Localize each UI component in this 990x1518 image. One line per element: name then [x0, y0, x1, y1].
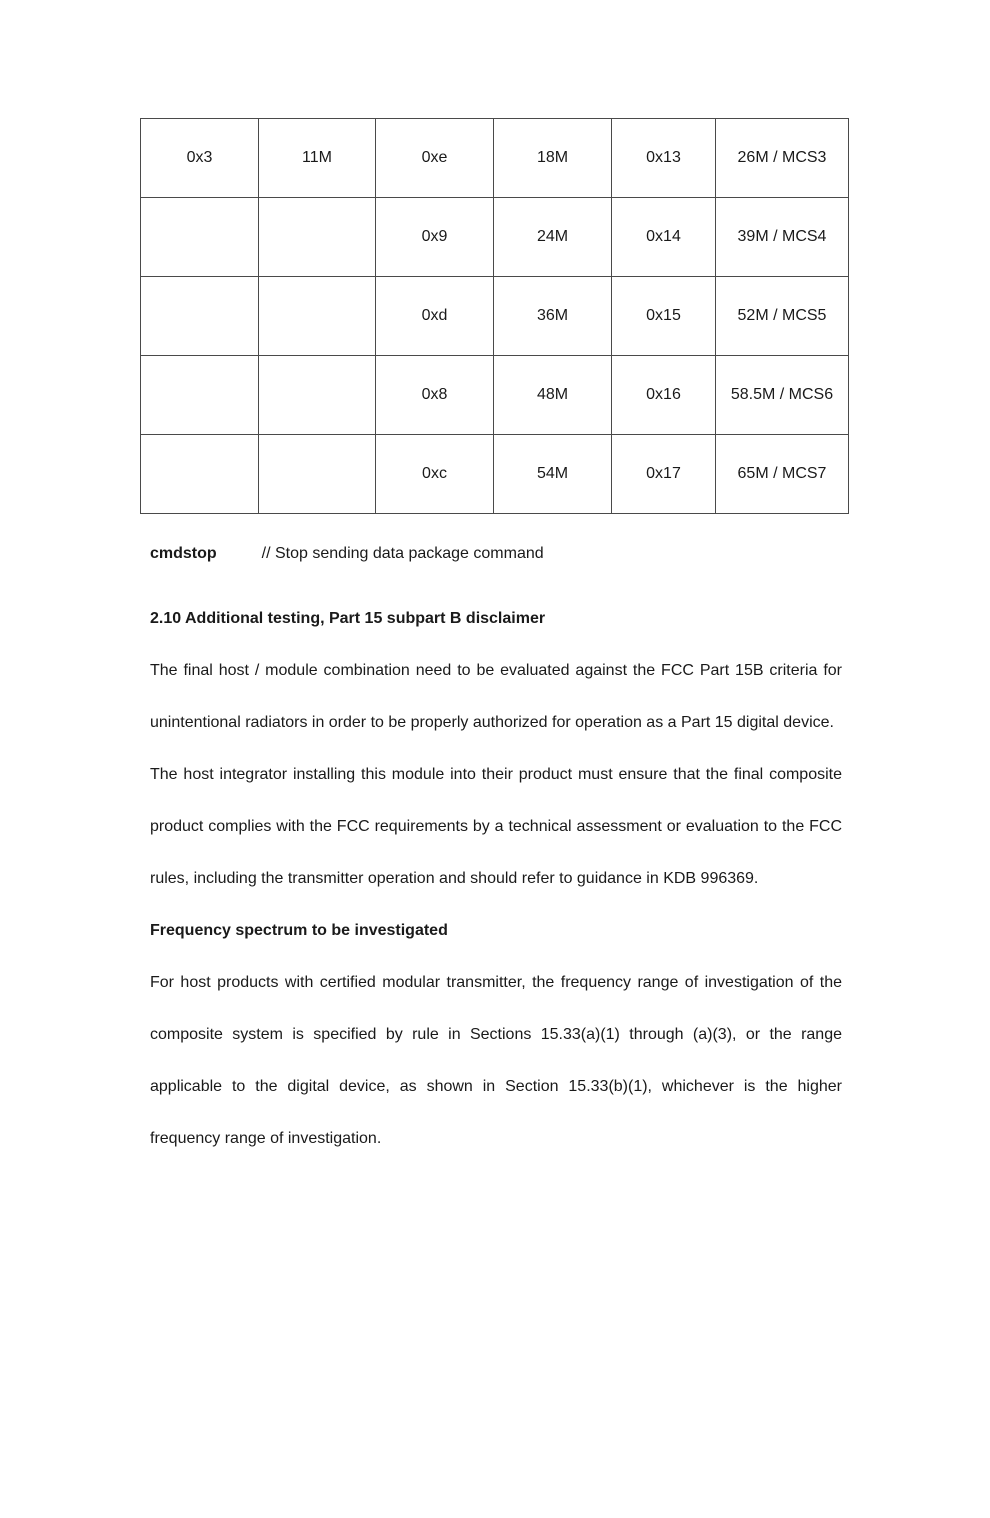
table-cell: 26M / MCS3: [716, 119, 849, 198]
table-cell: 54M: [494, 435, 612, 514]
data-rate-table: [140, 118, 849, 514]
table-cell: 52M / MCS5: [716, 277, 849, 356]
table-row: [141, 198, 849, 277]
paragraph-disclaimer-2: The host integrator installing this module into their product must ensure that the final composite product complies with the FCC requirements by a technical assessment or evaluation to the FCC rules, including the transmitter operation and should refer to guidance in KDB 996369.: [150, 766, 842, 887]
table-cell: [259, 356, 376, 435]
section-heading-additional-testing: 2.10 Additional testing, Part 15 subpart B disclaimer: [150, 610, 546, 627]
table-cell: [141, 435, 259, 514]
table-cell: 0xd: [376, 277, 494, 356]
data-rate-table-body: [141, 119, 849, 514]
table-cell: [259, 198, 376, 277]
table-cell: 0x9: [376, 198, 494, 277]
table-cell: 24M: [494, 198, 612, 277]
table-cell: 0x17: [612, 435, 716, 514]
table-cell: 65M / MCS7: [716, 435, 849, 514]
table-row: [141, 277, 849, 356]
document-body: [150, 528, 842, 1165]
command-line: [150, 528, 842, 580]
table-cell: 0x16: [612, 356, 716, 435]
table-cell: 0x3: [141, 119, 259, 198]
table-cell: 0xc: [376, 435, 494, 514]
table-cell: 0x8: [376, 356, 494, 435]
table-cell: 18M: [494, 119, 612, 198]
table-cell: 48M: [494, 356, 612, 435]
command-comment: // Stop sending data package command: [261, 545, 544, 562]
table-cell: [141, 198, 259, 277]
table-cell: [259, 277, 376, 356]
table-cell: 0x15: [612, 277, 716, 356]
subheading-frequency-spectrum: Frequency spectrum to be investigated: [150, 922, 448, 939]
paragraph-disclaimer-1: The final host / module combination need to be evaluated against the FCC Part 15B criteria for unintentional radiators in order to be properly authorized for operation as a Part 15 digital device.: [150, 662, 842, 731]
document-page: [0, 118, 990, 1518]
table-row: [141, 356, 849, 435]
table-cell: [141, 277, 259, 356]
table-cell: 0x14: [612, 198, 716, 277]
table-row: [141, 119, 849, 198]
table-cell: 11M: [259, 119, 376, 198]
paragraph-frequency-spectrum: For host products with certified modular transmitter, the frequency range of investigation of the composite system is specified by rule in Sections 15.33(a)(1) through (a)(3), or the range applicable to the digital device, as shown in Section 15.33(b)(1), whichever is the higher frequency range of investigation.: [150, 974, 842, 1147]
table-cell: [259, 435, 376, 514]
table-cell: 36M: [494, 277, 612, 356]
table-row: [141, 435, 849, 514]
table-cell: [141, 356, 259, 435]
table-cell: 0xe: [376, 119, 494, 198]
table-cell: 58.5M / MCS6: [716, 356, 849, 435]
table-cell: 39M / MCS4: [716, 198, 849, 277]
table-cell: 0x13: [612, 119, 716, 198]
command-keyword: cmdstop: [150, 545, 217, 562]
